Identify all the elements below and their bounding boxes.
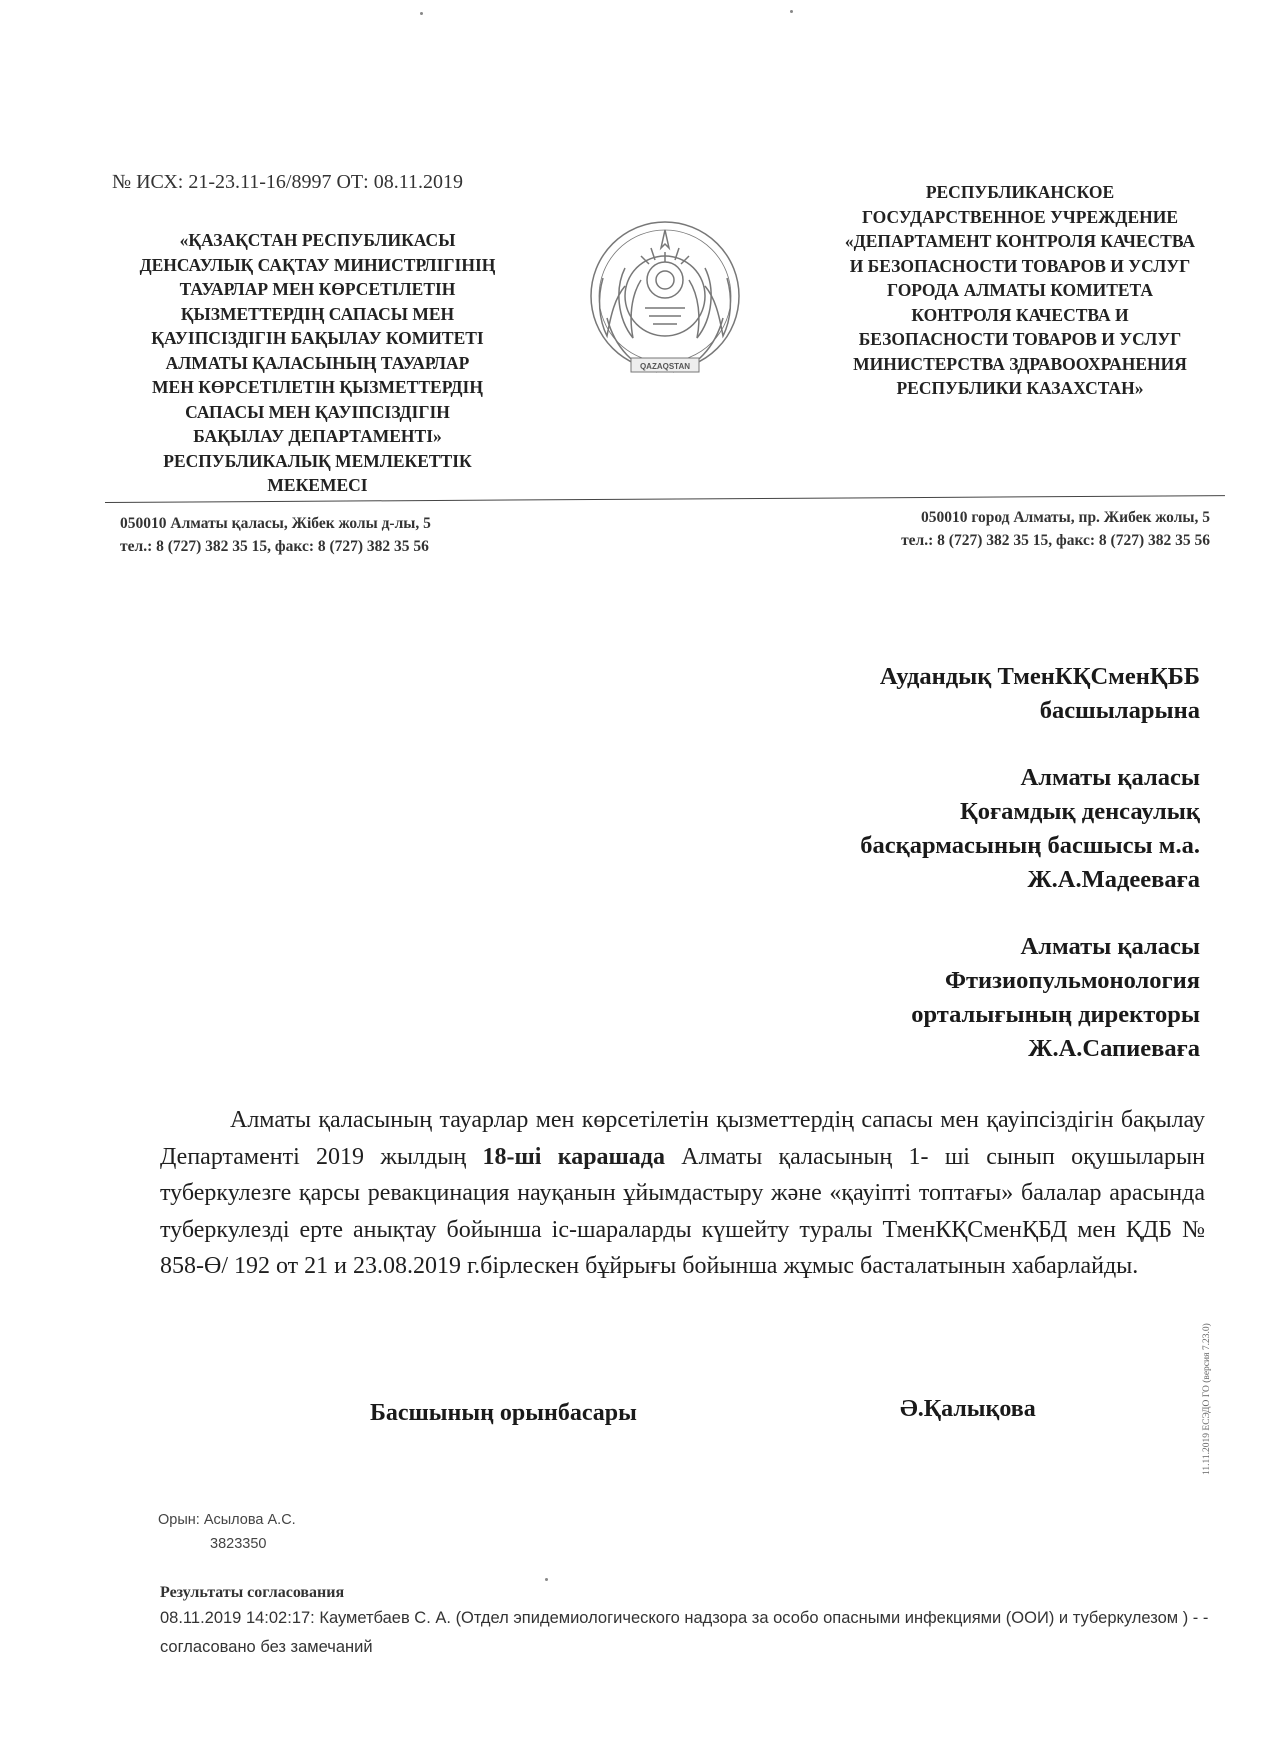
signer-name: Ә.Қалықова — [900, 1396, 1036, 1422]
body-text-part2: Алматы қаласының 1- ші сынып оқушыларын туберкулезге қарсы ревакцинация науқанын ұйымдастыру және «қауіпті топтағы» балалар арасында туберкулезді ерте анықтау бойынша іс-шараларды күшейту туралы ТменКҚСменҚБД мен ҚДБ № 858-Ө/ 192 от 21 и 23.08.2019 г.бірлескен бұйрығы бойынша жұмыс басталатынын хабарлайды. — [160, 1143, 1206, 1279]
address-kz-line: 050010 Алматы қаласы, Жібек жолы д-лы, 5 — [120, 515, 431, 532]
approval-text: 08.11.2019 14:02:17: Кауметбаев С. А. (Отдел эпидемиологического надзора за особо опасными инфекциями (ООИ) и туберкулезом ) - - согласовано без замечаний — [160, 1609, 1209, 1656]
org-kz-line: ҚАУІПСІЗДІГІН БАҚЫЛАУ КОМИТЕТІ — [151, 328, 484, 348]
registration-number: № ИСХ: 21-23.11-16/8997 ОТ: 08.11.2019 — [112, 171, 463, 193]
scan-speck — [545, 1578, 548, 1581]
phone-ru-line: тел.: 8 (727) 382 35 15, факс: 8 (727) 382 35 56 — [901, 532, 1210, 549]
recipient-line: Алматы қаласы — [1020, 764, 1200, 791]
body-text-part1: Алматы қаласының тауарлар мен көрсетілетін қызметтердің сапасы мен қауіпсіздігін бақылау Департаменті 2019 жылдың — [160, 1107, 1205, 1170]
emblem-label: QAZAQSTAN — [639, 362, 691, 371]
org-ru-line: ГОСУДАРСТВЕННОЕ УЧРЕЖДЕНИЕ — [861, 206, 1179, 227]
org-ru-line: ГОРОДА АЛМАТЫ КОМИТЕТА — [887, 280, 1153, 300]
org-ru-line: РЕСПУБЛИКАНСКОЕ — [925, 182, 1115, 202]
org-kz-line: САПАСЫ МЕН ҚАУІПСІЗДІГІН — [185, 401, 450, 422]
organization-name-ru — [800, 180, 1240, 401]
scan-speck — [420, 12, 423, 15]
org-kz-line: ҚЫЗМЕТТЕРДІҢ САПАСЫ МЕН — [180, 303, 455, 324]
org-kz-line: РЕСПУБЛИКАЛЫҚ МЕМЛЕКЕТТІК — [163, 450, 472, 471]
org-kz-line: АЛМАТЫ ҚАЛАСЫНЫҢ ТАУАРЛАР — [165, 352, 470, 373]
recipients-block — [700, 660, 1200, 1099]
address-kz — [120, 512, 570, 558]
org-kz-line: «ҚАЗАҚСТАН РЕСПУБЛИКАСЫ — [179, 230, 456, 250]
org-kz-line: МЕКЕМЕСІ — [267, 475, 368, 495]
recipient-line: басқармасының басшысы м.а. — [860, 832, 1200, 859]
state-emblem-icon — [585, 208, 745, 398]
org-ru-line: И БЕЗОПАСНОСТИ ТОВАРОВ И УСЛУГ — [849, 255, 1191, 276]
edms-side-stamp: 11.11.2019 ЕСЭДО ГО (версия 7.23.0) — [1202, 1323, 1212, 1475]
org-kz-line: МЕН КӨРСЕТІЛЕТІН ҚЫЗМЕТТЕРДІҢ — [152, 377, 483, 397]
body-text-date-bold: 18-ші карашада — [482, 1143, 665, 1170]
org-kz-line: ДЕНСАУЛЫҚ САҚТАУ МИНИСТРЛІГІНІҢ — [139, 254, 496, 275]
executor-name: Орын: Асылова А.С. — [158, 1512, 296, 1528]
executor-phone: 3823350 — [210, 1536, 267, 1552]
address-ru-line: 050010 город Алматы, пр. Жибек жолы, 5 — [920, 509, 1210, 526]
recipient-public-health — [700, 761, 1200, 897]
scan-speck — [790, 10, 793, 13]
org-ru-line: МИНИСТЕРСТВА ЗДРАВООХРАНЕНИЯ — [853, 353, 1187, 374]
recipient-phthisio-center — [700, 930, 1200, 1066]
org-ru-line: «ДЕПАРТАМЕНТ КОНТРОЛЯ КАЧЕСТВА — [844, 231, 1196, 251]
recipient-district-heads — [700, 660, 1200, 728]
org-ru-line: БЕЗОПАСНОСТИ ТОВАРОВ И УСЛУГ — [858, 329, 1182, 349]
org-ru-line: РЕСПУБЛИКИ КАЗАХСТАН» — [896, 378, 1144, 398]
letter-body — [160, 1102, 1205, 1285]
org-kz-line: БАҚЫЛАУ ДЕПАРТАМЕНТІ» — [193, 426, 442, 446]
address-ru — [780, 506, 1210, 552]
organization-name-kz — [95, 228, 540, 498]
org-kz-line: ТАУАРЛАР МЕН КӨРСЕТІЛЕТІН — [179, 279, 456, 299]
executor-info — [158, 1508, 296, 1556]
signer-title: Басшының орынбасары — [370, 1400, 637, 1426]
recipient-line: Аудандық ТменКҚСменҚББ — [879, 663, 1200, 690]
approval-title: Результаты согласования — [160, 1584, 345, 1601]
phone-kz-line: тел.: 8 (727) 382 35 15, факс: 8 (727) 382 35 56 — [120, 538, 429, 555]
recipient-line: Ж.А.Мадееваға — [1027, 866, 1200, 893]
recipient-line: орталығының директоры — [911, 1001, 1200, 1028]
recipient-line: Фтизиопульмонология — [944, 967, 1200, 994]
org-ru-line: КОНТРОЛЯ КАЧЕСТВА И — [911, 304, 1129, 325]
recipient-line: Алматы қаласы — [1020, 933, 1200, 960]
recipient-line: басшыларына — [1039, 697, 1200, 724]
recipient-line: Ж.А.Сапиеваға — [1028, 1035, 1200, 1062]
recipient-line: Қоғамдық денсаулық — [959, 798, 1200, 825]
